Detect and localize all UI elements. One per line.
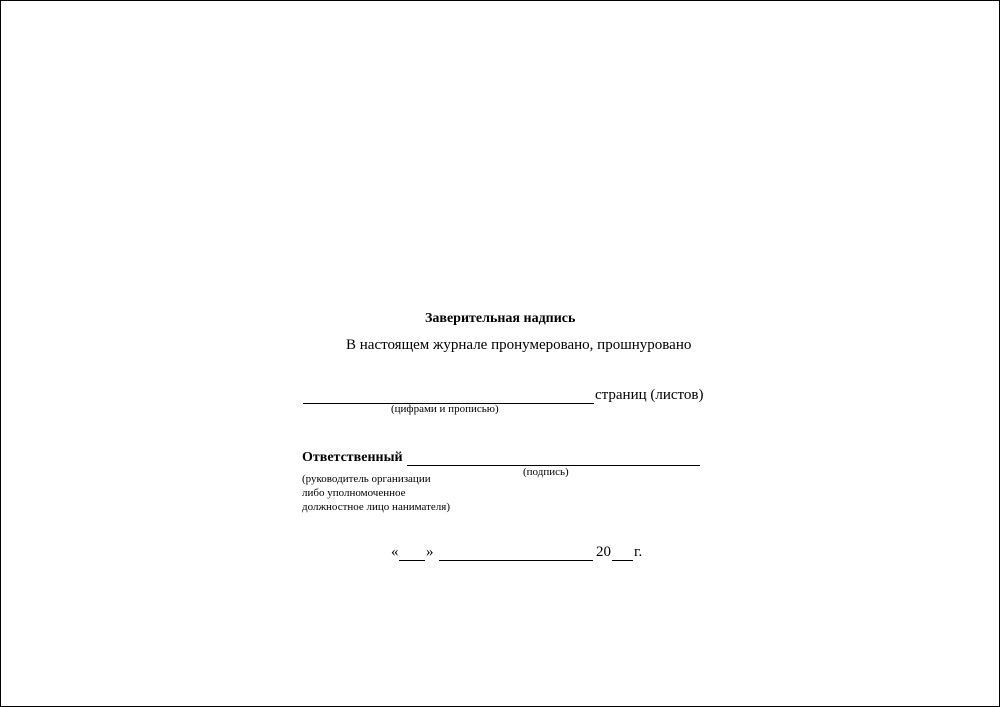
- pages-count-suffix: страниц (листов): [595, 387, 704, 403]
- signature-hint: (подпись): [523, 466, 569, 478]
- date-day-blank-line: [399, 560, 425, 561]
- responsible-note: [302, 472, 450, 514]
- date-month-blank-line: [439, 560, 593, 561]
- date-year-prefix: 20: [596, 544, 611, 560]
- responsible-label: Ответственный: [302, 450, 403, 465]
- document-title: Заверительная надпись: [425, 311, 576, 326]
- date-year-blank-line: [612, 560, 633, 561]
- certification-statement: В настоящем журнале пронумеровано, прошнуровано: [346, 337, 692, 353]
- responsible-note-line: либо уполномоченное: [302, 487, 406, 499]
- responsible-note-line: (руководитель организации: [302, 473, 431, 485]
- date-year-suffix: г.: [634, 544, 643, 560]
- date-open-quote: «: [391, 544, 399, 560]
- responsible-note-line: должностное лицо нанимателя): [302, 501, 450, 513]
- date-close-quote: »: [426, 544, 434, 560]
- pages-count-hint: (цифрами и прописью): [391, 403, 499, 415]
